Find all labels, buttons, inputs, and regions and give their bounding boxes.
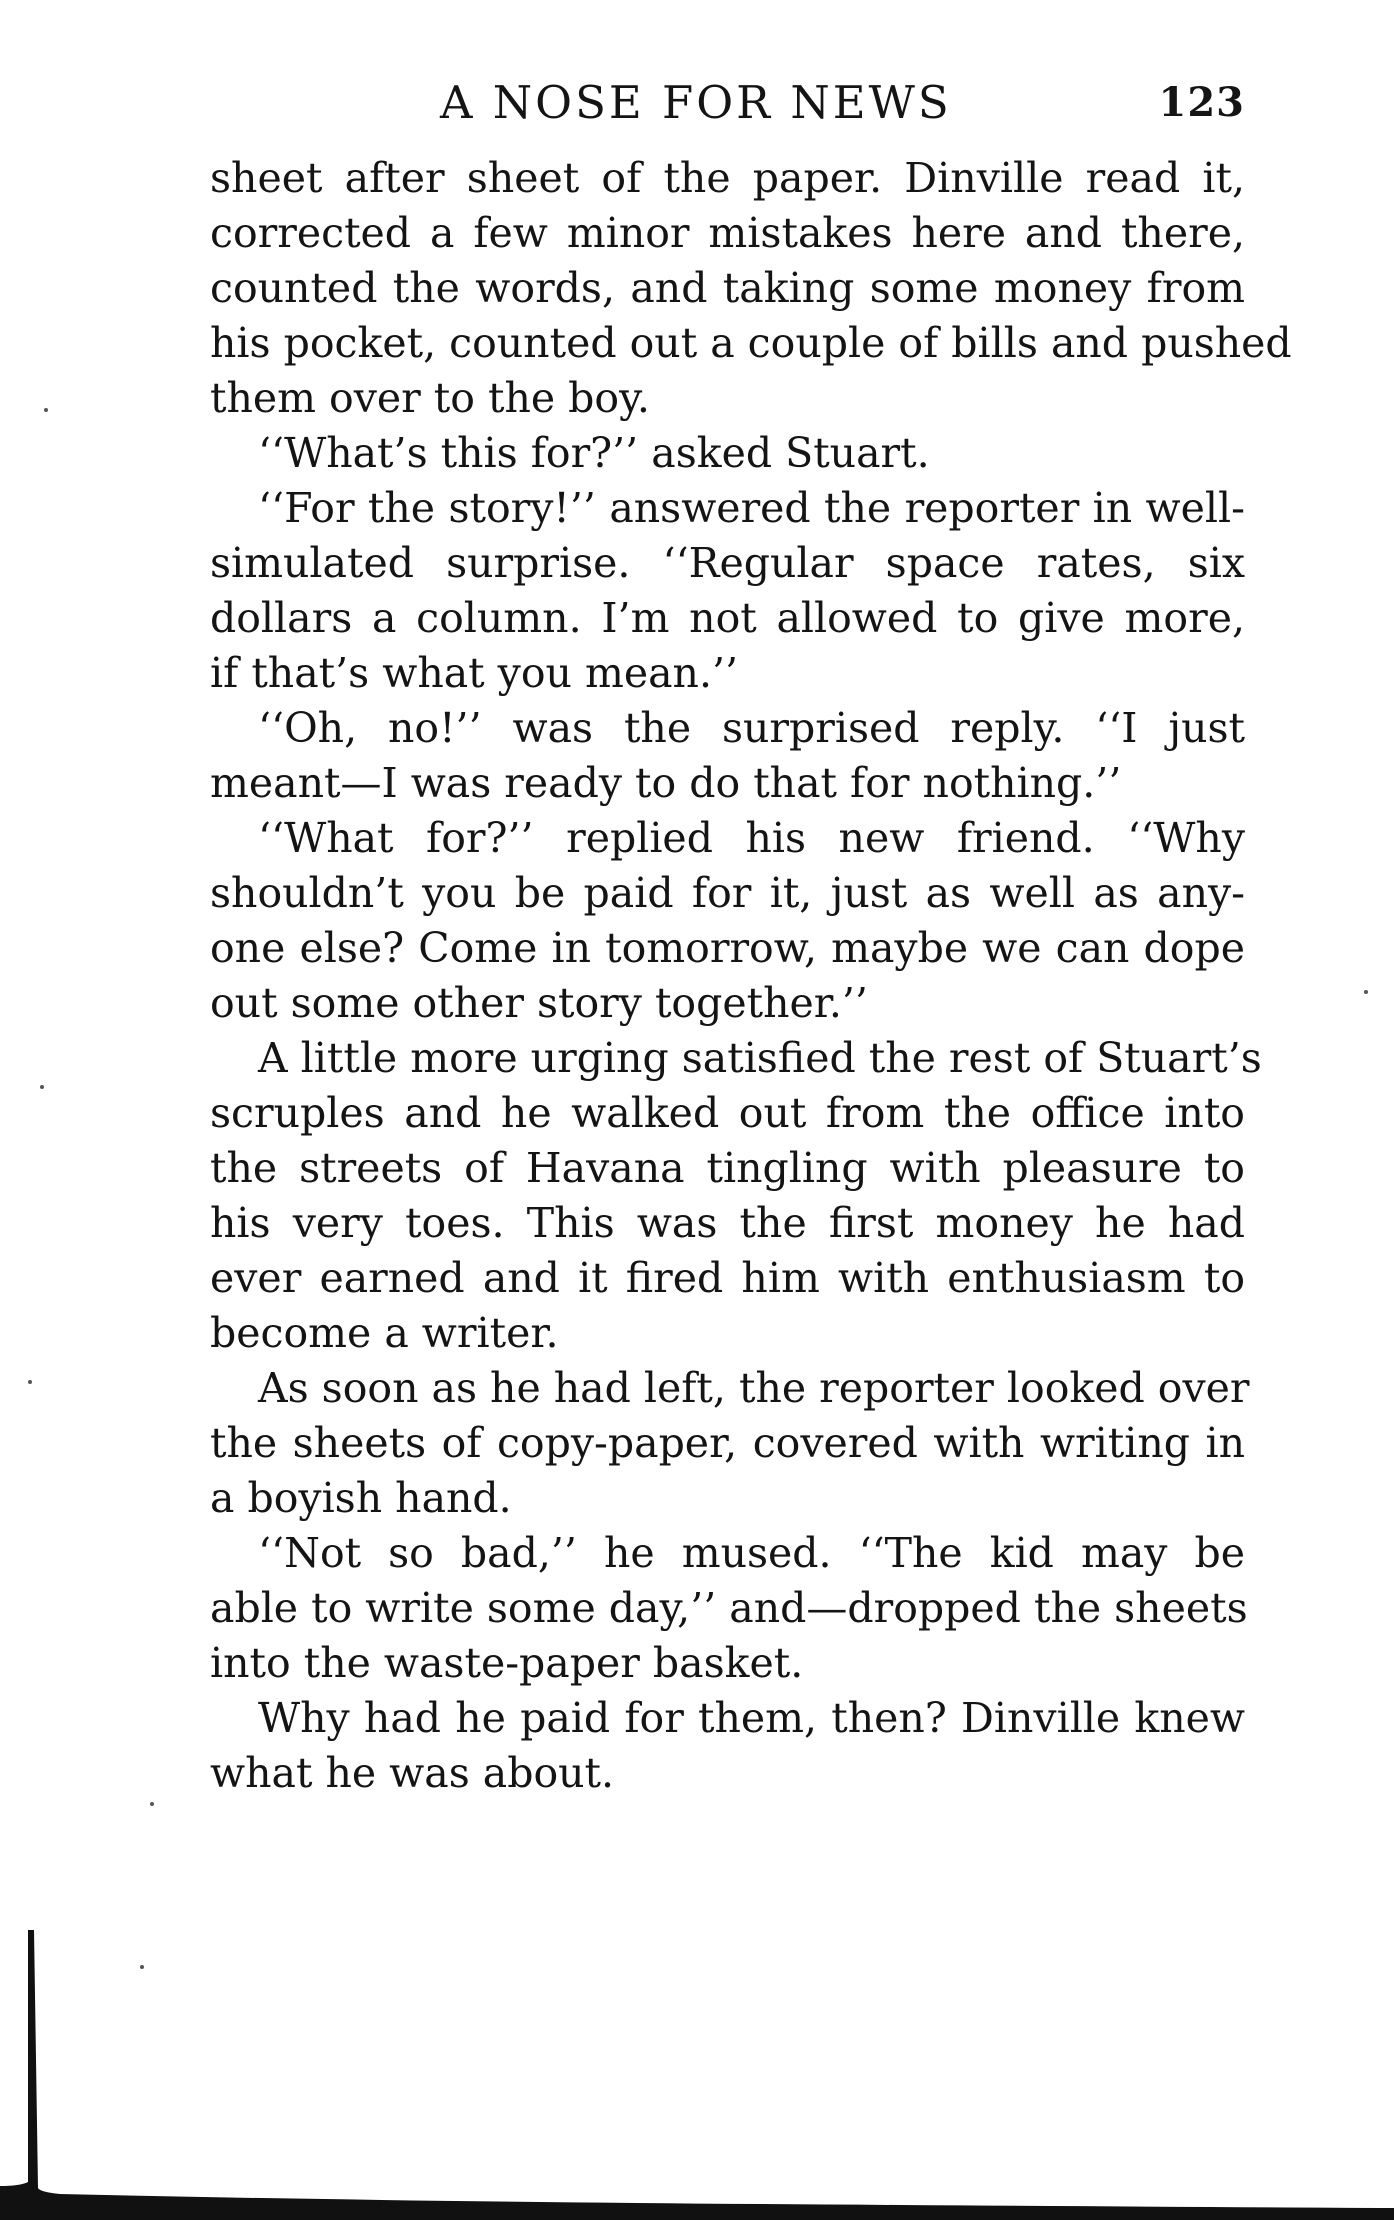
scan-speck bbox=[44, 408, 48, 412]
text-line: ever earned and it fired him with enthusiasm to bbox=[210, 1254, 1245, 1302]
text-line: corrected a few minor mistakes here and there, bbox=[210, 209, 1245, 257]
scan-speck bbox=[150, 1802, 154, 1806]
text-line: able to write some day,’’ and—dropped the sheets bbox=[210, 1584, 1248, 1632]
text-line: scruples and he walked out from the office into bbox=[210, 1089, 1245, 1137]
text-line: one else? Come in tomorrow, maybe we can dope bbox=[210, 924, 1245, 972]
text-line: As soon as he had left, the reporter looked over bbox=[258, 1364, 1250, 1412]
scan-speck bbox=[28, 1380, 32, 1384]
running-title: A NOSE FOR NEWS bbox=[440, 76, 952, 129]
text-line: the sheets of copy-paper, covered with writing in bbox=[210, 1419, 1245, 1467]
paragraph bbox=[210, 1526, 1248, 1691]
text-line: what he was about. bbox=[210, 1749, 615, 1797]
paragraph bbox=[210, 701, 1245, 811]
text-line: if that’s what you mean.’’ bbox=[210, 649, 739, 697]
paragraph bbox=[210, 1031, 1262, 1361]
text-line: sheet after sheet of the paper. Dinville read it, bbox=[210, 154, 1245, 202]
text-line: simulated surprise. ‘‘Regular space rates, six bbox=[210, 539, 1245, 587]
text-line: a boyish hand. bbox=[210, 1474, 512, 1522]
text-line: ‘‘What for?’’ replied his new friend. ‘‘Why bbox=[258, 814, 1245, 862]
text-line: Why had he paid for them, then? Dinville knew bbox=[258, 1694, 1245, 1742]
text-line: become a writer. bbox=[210, 1309, 559, 1357]
text-line: his very toes. This was the first money he had bbox=[210, 1199, 1245, 1247]
scan-speck bbox=[1364, 990, 1368, 994]
text-line: ‘‘Oh, no!’’ was the surprised reply. ‘‘I just bbox=[258, 704, 1245, 752]
text-line: shouldn’t you be paid for it, just as well as any- bbox=[210, 869, 1245, 917]
scan-speck bbox=[40, 1085, 44, 1089]
paragraph bbox=[210, 481, 1245, 701]
page-edge-shadow bbox=[0, 1920, 1394, 2220]
paragraph bbox=[210, 426, 1245, 481]
paragraph bbox=[210, 151, 1292, 426]
text-line: counted the words, and taking some money from bbox=[210, 264, 1245, 312]
text-line: the streets of Havana tingling with pleasure to bbox=[210, 1144, 1245, 1192]
running-head bbox=[210, 68, 1245, 138]
paragraph bbox=[210, 1691, 1245, 1801]
text-line: them over to the boy. bbox=[210, 374, 650, 422]
text-line: ‘‘What’s this for?’’ asked Stuart. bbox=[258, 429, 930, 477]
text-line: his pocket, counted out a couple of bills and pushed bbox=[210, 319, 1292, 367]
text-line: meant—I was ready to do that for nothing.’’ bbox=[210, 759, 1122, 807]
text-line: out some other story together.’’ bbox=[210, 979, 868, 1027]
text-line: A little more urging satisfied the rest of Stuart’s bbox=[258, 1034, 1262, 1082]
text-line: into the waste-paper basket. bbox=[210, 1639, 804, 1687]
text-line: ‘‘Not so bad,’’ he mused. ‘‘The kid may be bbox=[258, 1529, 1245, 1577]
body-text bbox=[210, 151, 1292, 1801]
paragraph bbox=[210, 811, 1245, 1031]
text-line: ‘‘For the story!’’ answered the reporter in well- bbox=[258, 484, 1245, 532]
text-line: dollars a column. I’m not allowed to give more, bbox=[210, 594, 1245, 642]
page-number: 123 bbox=[1158, 79, 1245, 126]
paragraph bbox=[210, 1361, 1250, 1526]
